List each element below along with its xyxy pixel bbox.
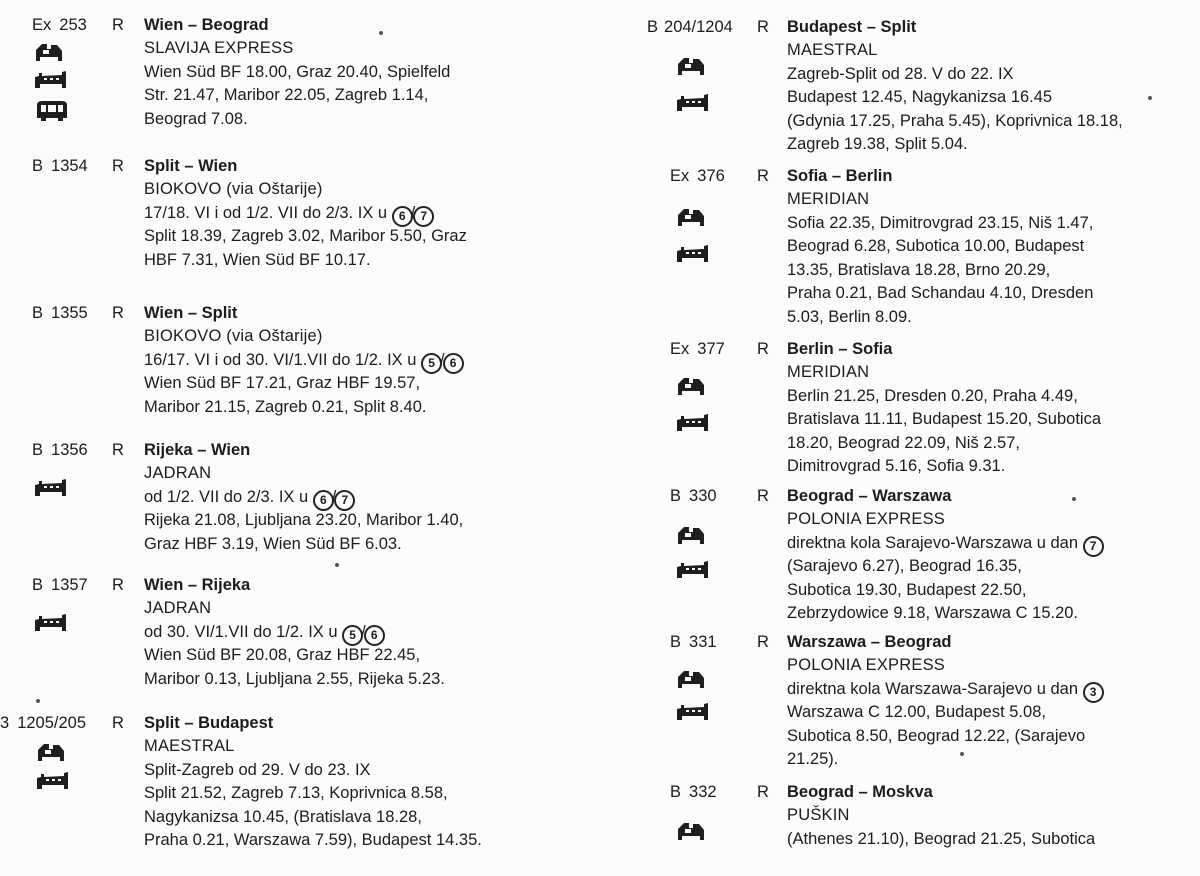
reservation-mark: R: [112, 304, 124, 322]
couchette-car-icon: [676, 701, 710, 727]
reservation-mark: R: [112, 157, 124, 175]
train-name: MERIDIAN: [787, 190, 870, 208]
schedule-line: Praha 0.21, Warszawa 7.59), Budapest 14.35.: [144, 831, 482, 849]
schedule-line: (Sarajevo 6.27), Beograd 16.35,: [787, 557, 1022, 575]
schedule-line: Graz HBF 3.19, Wien Süd BF 6.03.: [144, 534, 402, 553]
couchette-car-icon: [676, 412, 710, 438]
route-title: Split – Wien: [144, 157, 238, 175]
route-title: Wien – Beograd: [144, 16, 269, 34]
train-header: [32, 574, 88, 596]
validity-text: direktna kola Warszawa-Sarajevo u dan: [787, 679, 1079, 698]
route-title: Beograd – Moskva: [787, 783, 933, 801]
validity-note: [144, 621, 445, 645]
train-category: Ex: [32, 16, 52, 34]
schedule-line: Beograd 6.28, Subotica 10.00, Budapest: [787, 237, 1085, 255]
schedule-line: (Athenes 21.10), Beograd 21.25, Subotica: [787, 829, 1096, 848]
route-title: Split – Budapest: [144, 714, 274, 732]
train-details: [144, 325, 464, 419]
train-number: 253: [59, 16, 87, 34]
train-details: [144, 37, 450, 131]
train-header: [647, 16, 733, 38]
print-speck: [335, 563, 339, 567]
train-number: 332: [689, 783, 717, 801]
day-circle: 7: [334, 490, 355, 511]
train-category: B: [32, 304, 44, 322]
schedule-line: 13.35, Bratislava 18.28, Brno 20.29,: [787, 260, 1051, 279]
train-name: SLAVIJA EXPRESS: [144, 39, 294, 57]
schedule-line: Zebrzydowice 9.18, Warszawa C 15.20.: [787, 604, 1079, 622]
reservation-mark: R: [757, 783, 769, 801]
reservation-mark: R: [757, 633, 769, 651]
sleeper-car-icon: [676, 525, 706, 551]
schedule-line: Wien Süd BF 18.00, Graz 20.40, Spielfeld: [144, 62, 451, 81]
reservation-mark: R: [112, 576, 124, 594]
day-circle: 5: [342, 625, 363, 646]
train-number: 331: [689, 633, 717, 651]
route-title: Wien – Split: [144, 304, 238, 322]
sleeper-car-icon: [676, 207, 706, 233]
train-category: Ex: [670, 167, 690, 185]
train-number: 204/1204: [664, 18, 733, 36]
train-header: [0, 712, 86, 734]
reservation-mark: R: [112, 714, 124, 732]
train-category: B: [647, 18, 659, 36]
print-speck: [36, 699, 40, 703]
schedule-line: Wien Süd BF 17.21, Graz HBF 19.57,: [144, 374, 421, 392]
train-details: [787, 654, 1104, 772]
schedule-line: 21.25).: [787, 750, 839, 768]
schedule-line: Subotica 8.50, Beograd 12.22, (Sarajevo: [787, 726, 1086, 745]
reservation-mark: R: [757, 167, 769, 185]
train-details: [787, 39, 1123, 157]
train-name: MAESTRAL: [144, 737, 235, 755]
train-category: B: [32, 441, 44, 459]
sleeper-car-icon: [676, 376, 706, 402]
route-title: Sofia – Berlin: [787, 167, 893, 185]
reservation-mark: R: [757, 487, 769, 505]
route-title: Rijeka – Wien: [144, 441, 251, 459]
train-category: B: [32, 576, 44, 594]
train-details: [144, 597, 445, 691]
train-header: [32, 155, 88, 177]
validity-text: od 1/2. VII do 2/3. IX u: [144, 487, 309, 506]
schedule-line: Rijeka 21.08, Ljubljana 23.20, Maribor 1.40,: [144, 511, 464, 529]
couchette-car-icon: [36, 770, 70, 796]
route-title: Wien – Rijeka: [144, 576, 251, 594]
train-header: [32, 439, 88, 461]
train-category: Ex: [670, 340, 690, 358]
train-number: 1356: [51, 441, 88, 459]
sleeper-car-icon: [36, 742, 66, 768]
schedule-line: Berlin 21.25, Dresden 0.20, Praha 4.49,: [787, 386, 1078, 405]
train-header: [670, 165, 725, 187]
validity-note: [787, 532, 1104, 556]
sleeper-car-icon: [34, 42, 64, 68]
day-separator: /: [410, 203, 416, 222]
print-speck: [1148, 96, 1152, 100]
schedule-line: 18.20, Beograd 22.09, Niš 2.57,: [787, 433, 1020, 452]
train-name: POLONIA EXPRESS: [787, 510, 945, 528]
train-details: [144, 735, 482, 853]
train-name: JADRAN: [144, 599, 212, 617]
validity-note: [787, 678, 1104, 702]
schedule-line: Budapest 12.45, Nagykanizsa 16.45: [787, 88, 1053, 106]
train-details: [787, 804, 1095, 851]
train-name: JADRAN: [144, 464, 212, 482]
validity-text: 16/17. VI i od 30. VI/1.VII do 1/2. IX u: [144, 350, 417, 369]
train-details: [144, 462, 463, 556]
day-separator: /: [331, 487, 337, 506]
couchette-car-icon: [676, 243, 710, 269]
sleeper-car-icon: [676, 821, 706, 847]
train-number: 377: [697, 340, 725, 358]
train-number: 330: [689, 487, 717, 505]
couchette-car-icon: [34, 69, 68, 95]
schedule-line: Zagreb 19.38, Split 5.04.: [787, 135, 968, 153]
train-category: 3: [0, 714, 10, 732]
train-header: [670, 338, 725, 360]
validity-text: direktna kola Sarajevo-Warszawa u dan: [787, 533, 1079, 552]
schedule-line: Zagreb-Split od 28. V do 22. IX: [787, 64, 1014, 83]
validity-text: od 30. VI/1.VII do 1/2. IX u: [144, 622, 338, 641]
schedule-line: Sofia 22.35, Dimitrovgrad 23.15, Niš 1.47,: [787, 213, 1094, 232]
reservation-mark: R: [112, 441, 124, 459]
schedule-line: Wien Süd BF 20.08, Graz HBF 22.45,: [144, 646, 421, 664]
schedule-line: Str. 21.47, Maribor 22.05, Zagreb 1.14,: [144, 86, 429, 104]
through-coach-icon: [34, 100, 70, 127]
schedule-line: Maribor 0.13, Ljubljana 2.55, Rijeka 5.23.: [144, 669, 445, 688]
train-category: B: [670, 783, 682, 801]
sleeper-car-icon: [676, 669, 706, 695]
day-circle: 3: [1083, 682, 1104, 703]
schedule-line: Praha 0.21, Bad Schandau 4.10, Dresden: [787, 284, 1094, 302]
day-circle: 6: [443, 353, 464, 374]
schedule-line: Split 21.52, Zagreb 7.13, Koprivnica 8.58,: [144, 784, 448, 802]
reservation-mark: R: [112, 16, 124, 34]
day-separator: /: [361, 622, 366, 641]
schedule-line: Split 18.39, Zagreb 3.02, Maribor 5.50, Graz: [144, 227, 467, 245]
schedule-line: Bratislava 11.11, Budapest 15.20, Subotica: [787, 410, 1102, 428]
train-details: [787, 508, 1104, 626]
day-circle: 7: [413, 206, 434, 227]
train-header: [32, 302, 88, 324]
train-category: B: [670, 487, 682, 505]
schedule-line: Warszawa C 12.00, Budapest 5.08,: [787, 703, 1046, 721]
day-circle: 7: [1083, 536, 1104, 557]
train-number: 1205/205: [17, 714, 87, 732]
schedule-line: Nagykanizsa 10.45, (Bratislava 18.28,: [144, 807, 422, 826]
couchette-car-icon: [34, 612, 68, 638]
train-category: B: [32, 157, 44, 175]
route-title: Beograd – Warszawa: [787, 487, 952, 505]
couchette-car-icon: [676, 559, 710, 585]
train-header: [32, 14, 87, 36]
day-circle: 6: [313, 490, 334, 511]
schedule-line: HBF 7.31, Wien Süd BF 10.17.: [144, 250, 371, 269]
train-number: 376: [697, 167, 725, 185]
print-speck: [960, 752, 964, 756]
train-details: [787, 361, 1101, 479]
print-speck: [1072, 497, 1076, 501]
day-circle: 6: [392, 206, 413, 227]
train-details: [787, 188, 1093, 329]
schedule-line: Split-Zagreb od 29. V do 23. IX: [144, 760, 371, 779]
validity-text: 17/18. VI i od 1/2. VII do 2/3. IX u: [144, 203, 388, 222]
schedule-line: 5.03, Berlin 8.09.: [787, 307, 912, 326]
day-circle: 6: [364, 625, 385, 646]
validity-note: [144, 349, 464, 373]
day-separator: /: [440, 350, 445, 369]
train-header: [670, 485, 717, 507]
couchette-car-icon: [676, 92, 710, 118]
train-header: [670, 631, 717, 653]
train-number: 1357: [51, 576, 88, 594]
schedule-line: Subotica 19.30, Budapest 22.50,: [787, 580, 1027, 599]
validity-note: [144, 202, 467, 226]
route-title: Berlin – Sofia: [787, 340, 893, 358]
reservation-mark: R: [757, 18, 769, 36]
schedule-line: Beograd 7.08.: [144, 109, 248, 128]
train-header: [670, 781, 717, 803]
train-name: MERIDIAN: [787, 363, 870, 381]
schedule-line: (Gdynia 17.25, Praha 5.45), Koprivnica 18.18,: [787, 111, 1123, 130]
train-name: MAESTRAL: [787, 41, 878, 59]
route-title: Warszawa – Beograd: [787, 633, 952, 651]
print-speck: [379, 31, 383, 35]
route-title: Budapest – Split: [787, 18, 917, 36]
validity-note: [144, 486, 463, 510]
couchette-car-icon: [34, 477, 68, 503]
reservation-mark: R: [757, 340, 769, 358]
train-name: POLONIA EXPRESS: [787, 656, 945, 674]
train-name: BIOKOVO (via Oštarije): [144, 180, 323, 198]
train-number: 1354: [51, 157, 88, 175]
train-details: [144, 178, 467, 272]
train-category: B: [670, 633, 682, 651]
day-circle: 5: [421, 353, 442, 374]
train-name: PUŠKIN: [787, 806, 850, 824]
train-number: 1355: [51, 304, 88, 322]
sleeper-car-icon: [676, 56, 706, 82]
train-name: BIOKOVO (via Oštarije): [144, 327, 323, 345]
schedule-line: Dimitrovgrad 5.16, Sofia 9.31.: [787, 457, 1006, 475]
schedule-line: Maribor 21.15, Zagreb 0.21, Split 8.40.: [144, 397, 427, 416]
